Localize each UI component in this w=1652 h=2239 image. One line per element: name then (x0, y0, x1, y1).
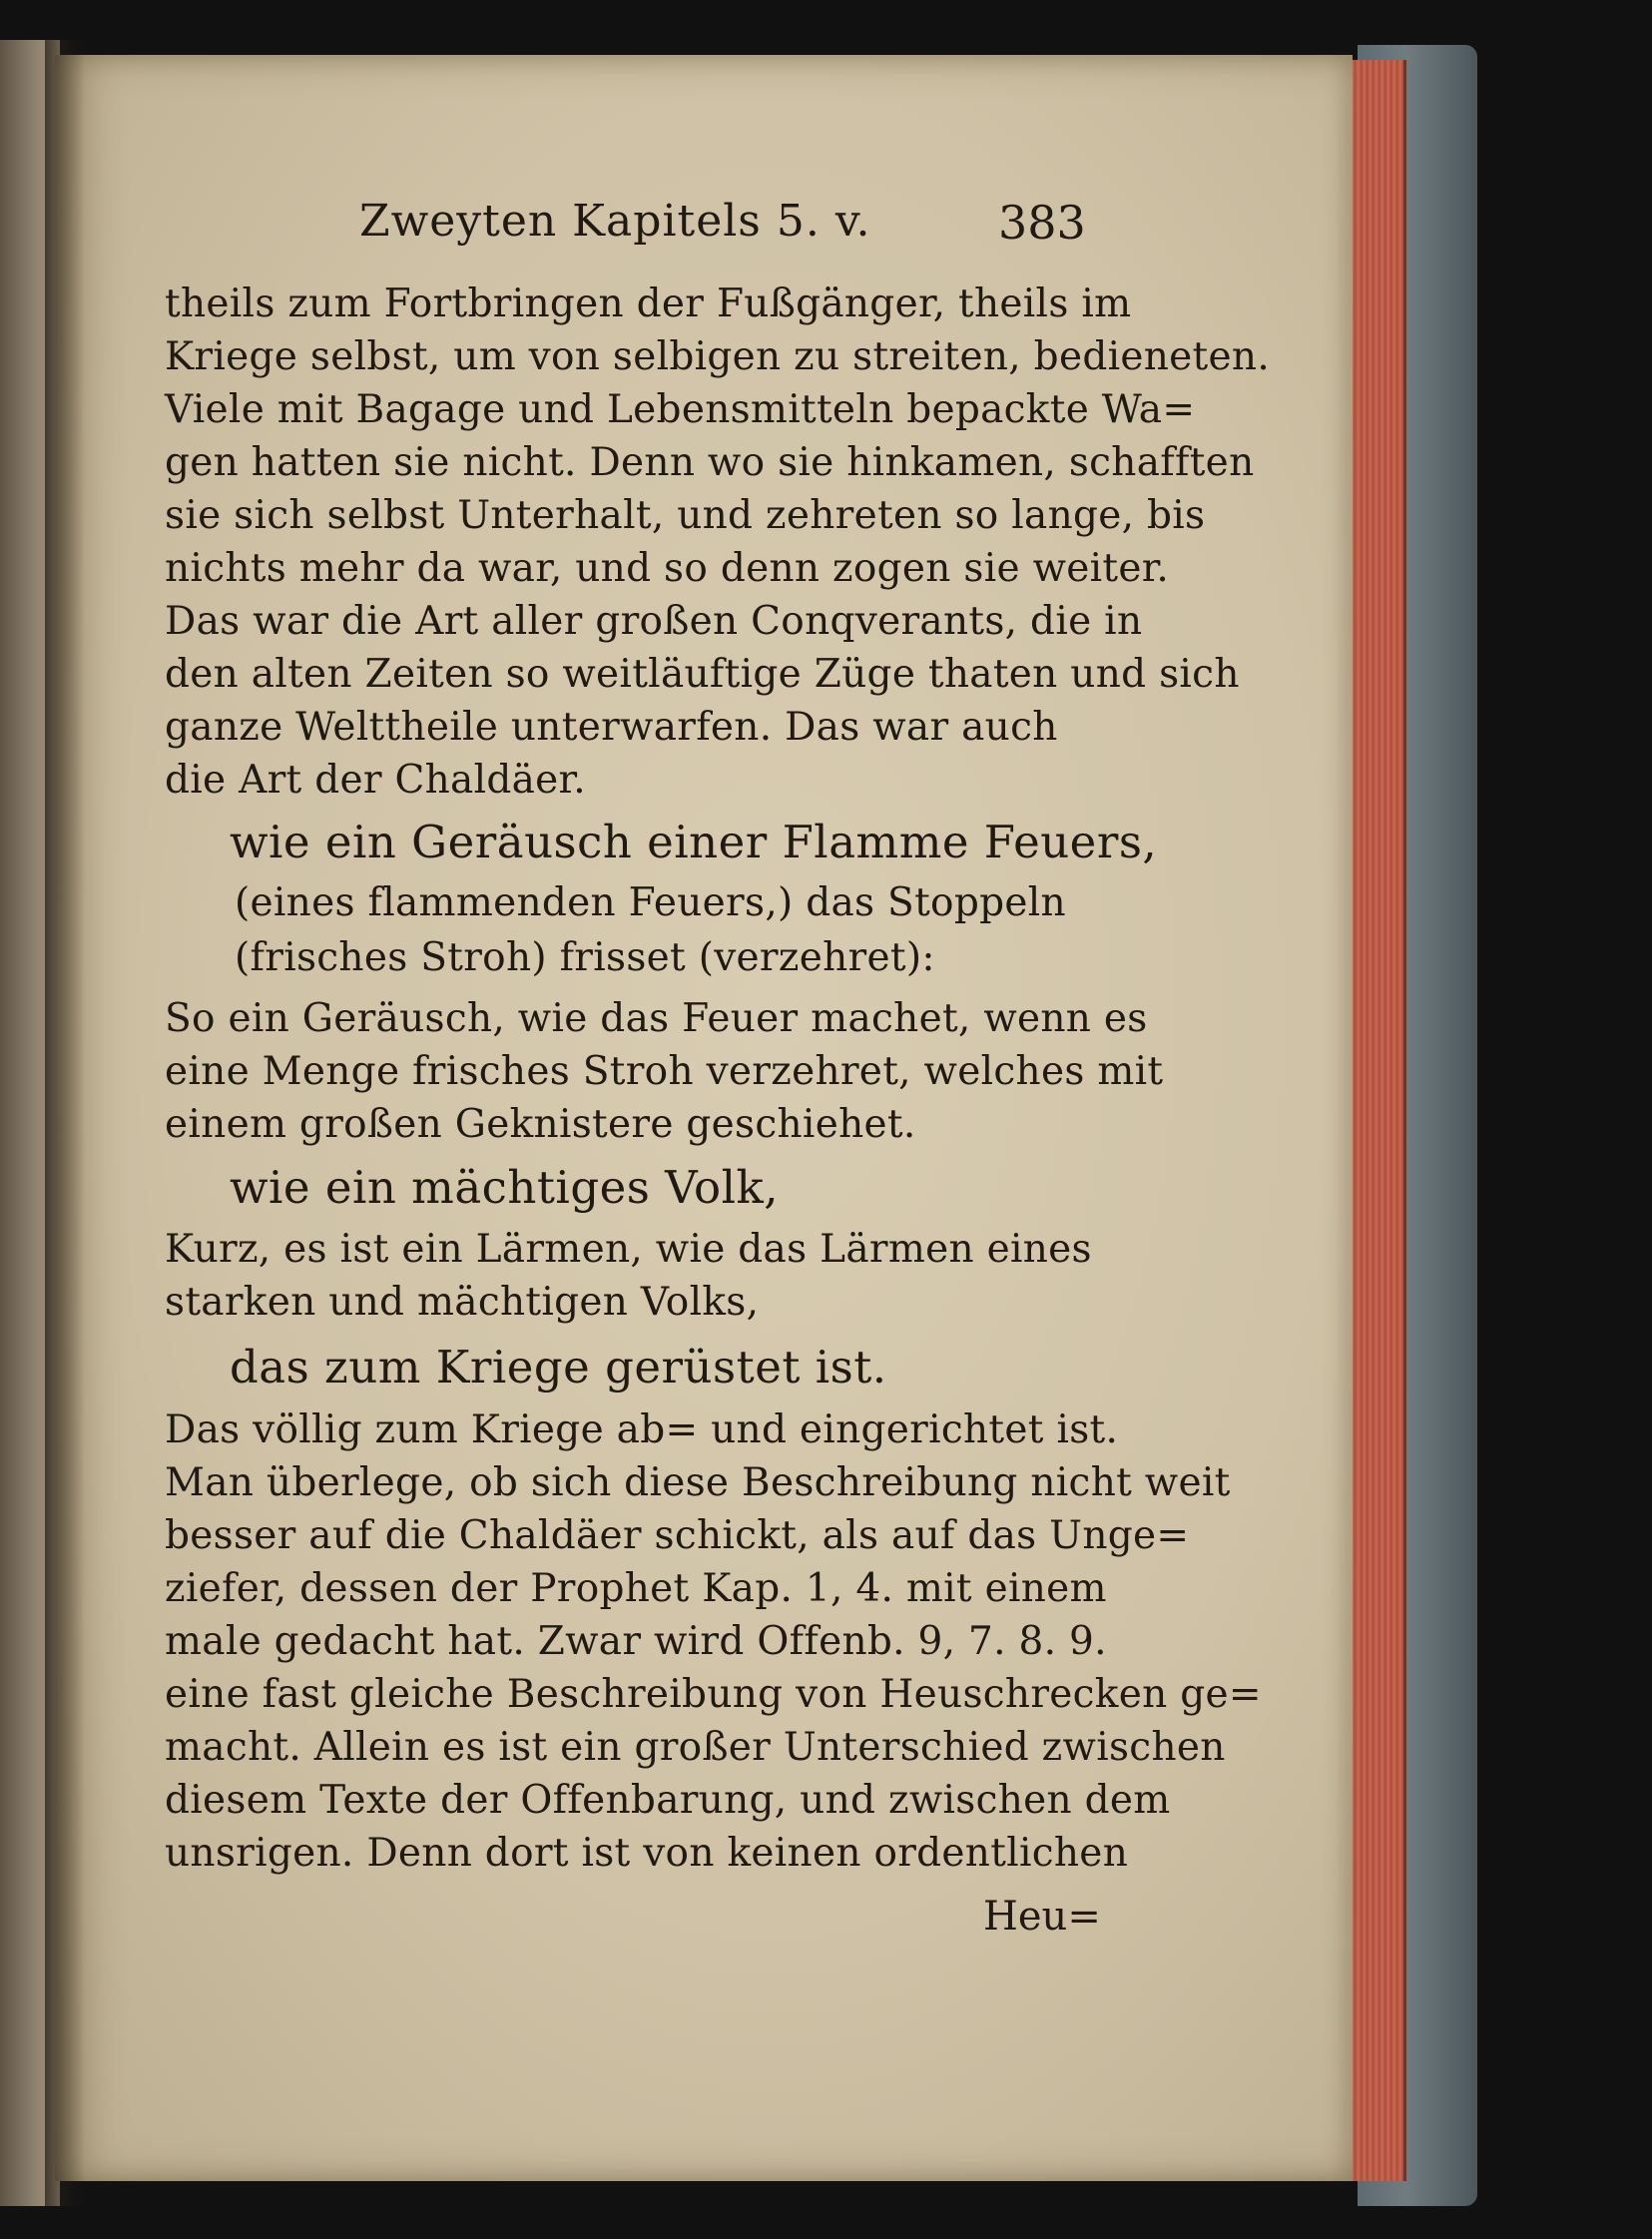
lemma-line: wie ein Geräusch einer Flamme Feuers, (230, 816, 1158, 868)
text-line: besser auf die Chaldäer schickt, als auf das Unge= (165, 1513, 1190, 1558)
lemma-line: wie ein mächtiges Volk, (230, 1161, 780, 1214)
text-line: Kurz, es ist ein Lärmen, wie das Lärmen eines (165, 1227, 1092, 1272)
text-line: Man überlege, ob sich diese Beschreibung nicht weit (165, 1460, 1231, 1505)
text-line: eine fast gleiche Beschreibung von Heuschrecken ge= (165, 1672, 1262, 1717)
text-line: theils zum Fortbringen der Fußgänger, theils im (165, 281, 1132, 326)
catchword: Heu= (983, 1894, 1101, 1940)
running-head: Zweyten Kapitels 5. v. (359, 196, 871, 247)
lemma-line: (frisches Stroh) frisset (verzehret): (235, 935, 935, 980)
text-line: gen hatten sie nicht. Denn wo sie hinkamen, schafften (165, 440, 1255, 485)
text-line: sie sich selbst Unterhalt, und zehreten so lange, bis (165, 493, 1206, 538)
lemma-line: das zum Kriege gerüstet ist. (230, 1341, 887, 1394)
text-line: ganze Welttheile unterwarfen. Das war auch (165, 705, 1058, 750)
text-line: nichts mehr da war, und so denn zogen sie weiter. (165, 546, 1170, 591)
book-page (55, 55, 1353, 2181)
text-line: einem großen Geknistere geschiehet. (165, 1102, 916, 1147)
text-line: male gedacht hat. Zwar wird Offenb. 9, 7. 8. 9. (165, 1619, 1107, 1664)
page-number: 383 (998, 196, 1086, 250)
lemma-line: (eines flammenden Feuers,) das Stoppeln (235, 880, 1066, 925)
text-line: ziefer, dessen der Prophet Kap. 1, 4. mit einem (165, 1566, 1107, 1611)
text-line: Das völlig zum Kriege ab= und eingerichtet ist. (165, 1407, 1119, 1452)
text-line: Das war die Art aller großen Conqverants, die in (165, 599, 1143, 644)
text-line: den alten Zeiten so weitläuftige Züge thaten und sich (165, 652, 1240, 697)
text-line: Viele mit Bagage und Lebensmitteln bepackte Wa= (165, 387, 1196, 432)
text-line: die Art der Chaldäer. (165, 758, 586, 803)
text-line: Kriege selbst, um von selbigen zu streiten, bedieneten. (165, 334, 1271, 379)
text-line: starken und mächtigen Volks, (165, 1280, 760, 1325)
text-line: unsrigen. Denn dort ist von keinen ordentlichen (165, 1831, 1129, 1876)
text-line: So ein Geräusch, wie das Feuer machet, wenn es (165, 996, 1148, 1041)
text-line: diesem Texte der Offenbarung, und zwischen dem (165, 1778, 1171, 1823)
spine-shadow (45, 40, 85, 2206)
text-line: eine Menge frisches Stroh verzehret, welches mit (165, 1049, 1164, 1094)
text-line: macht. Allein es ist ein großer Unterschied zwischen (165, 1725, 1226, 1770)
